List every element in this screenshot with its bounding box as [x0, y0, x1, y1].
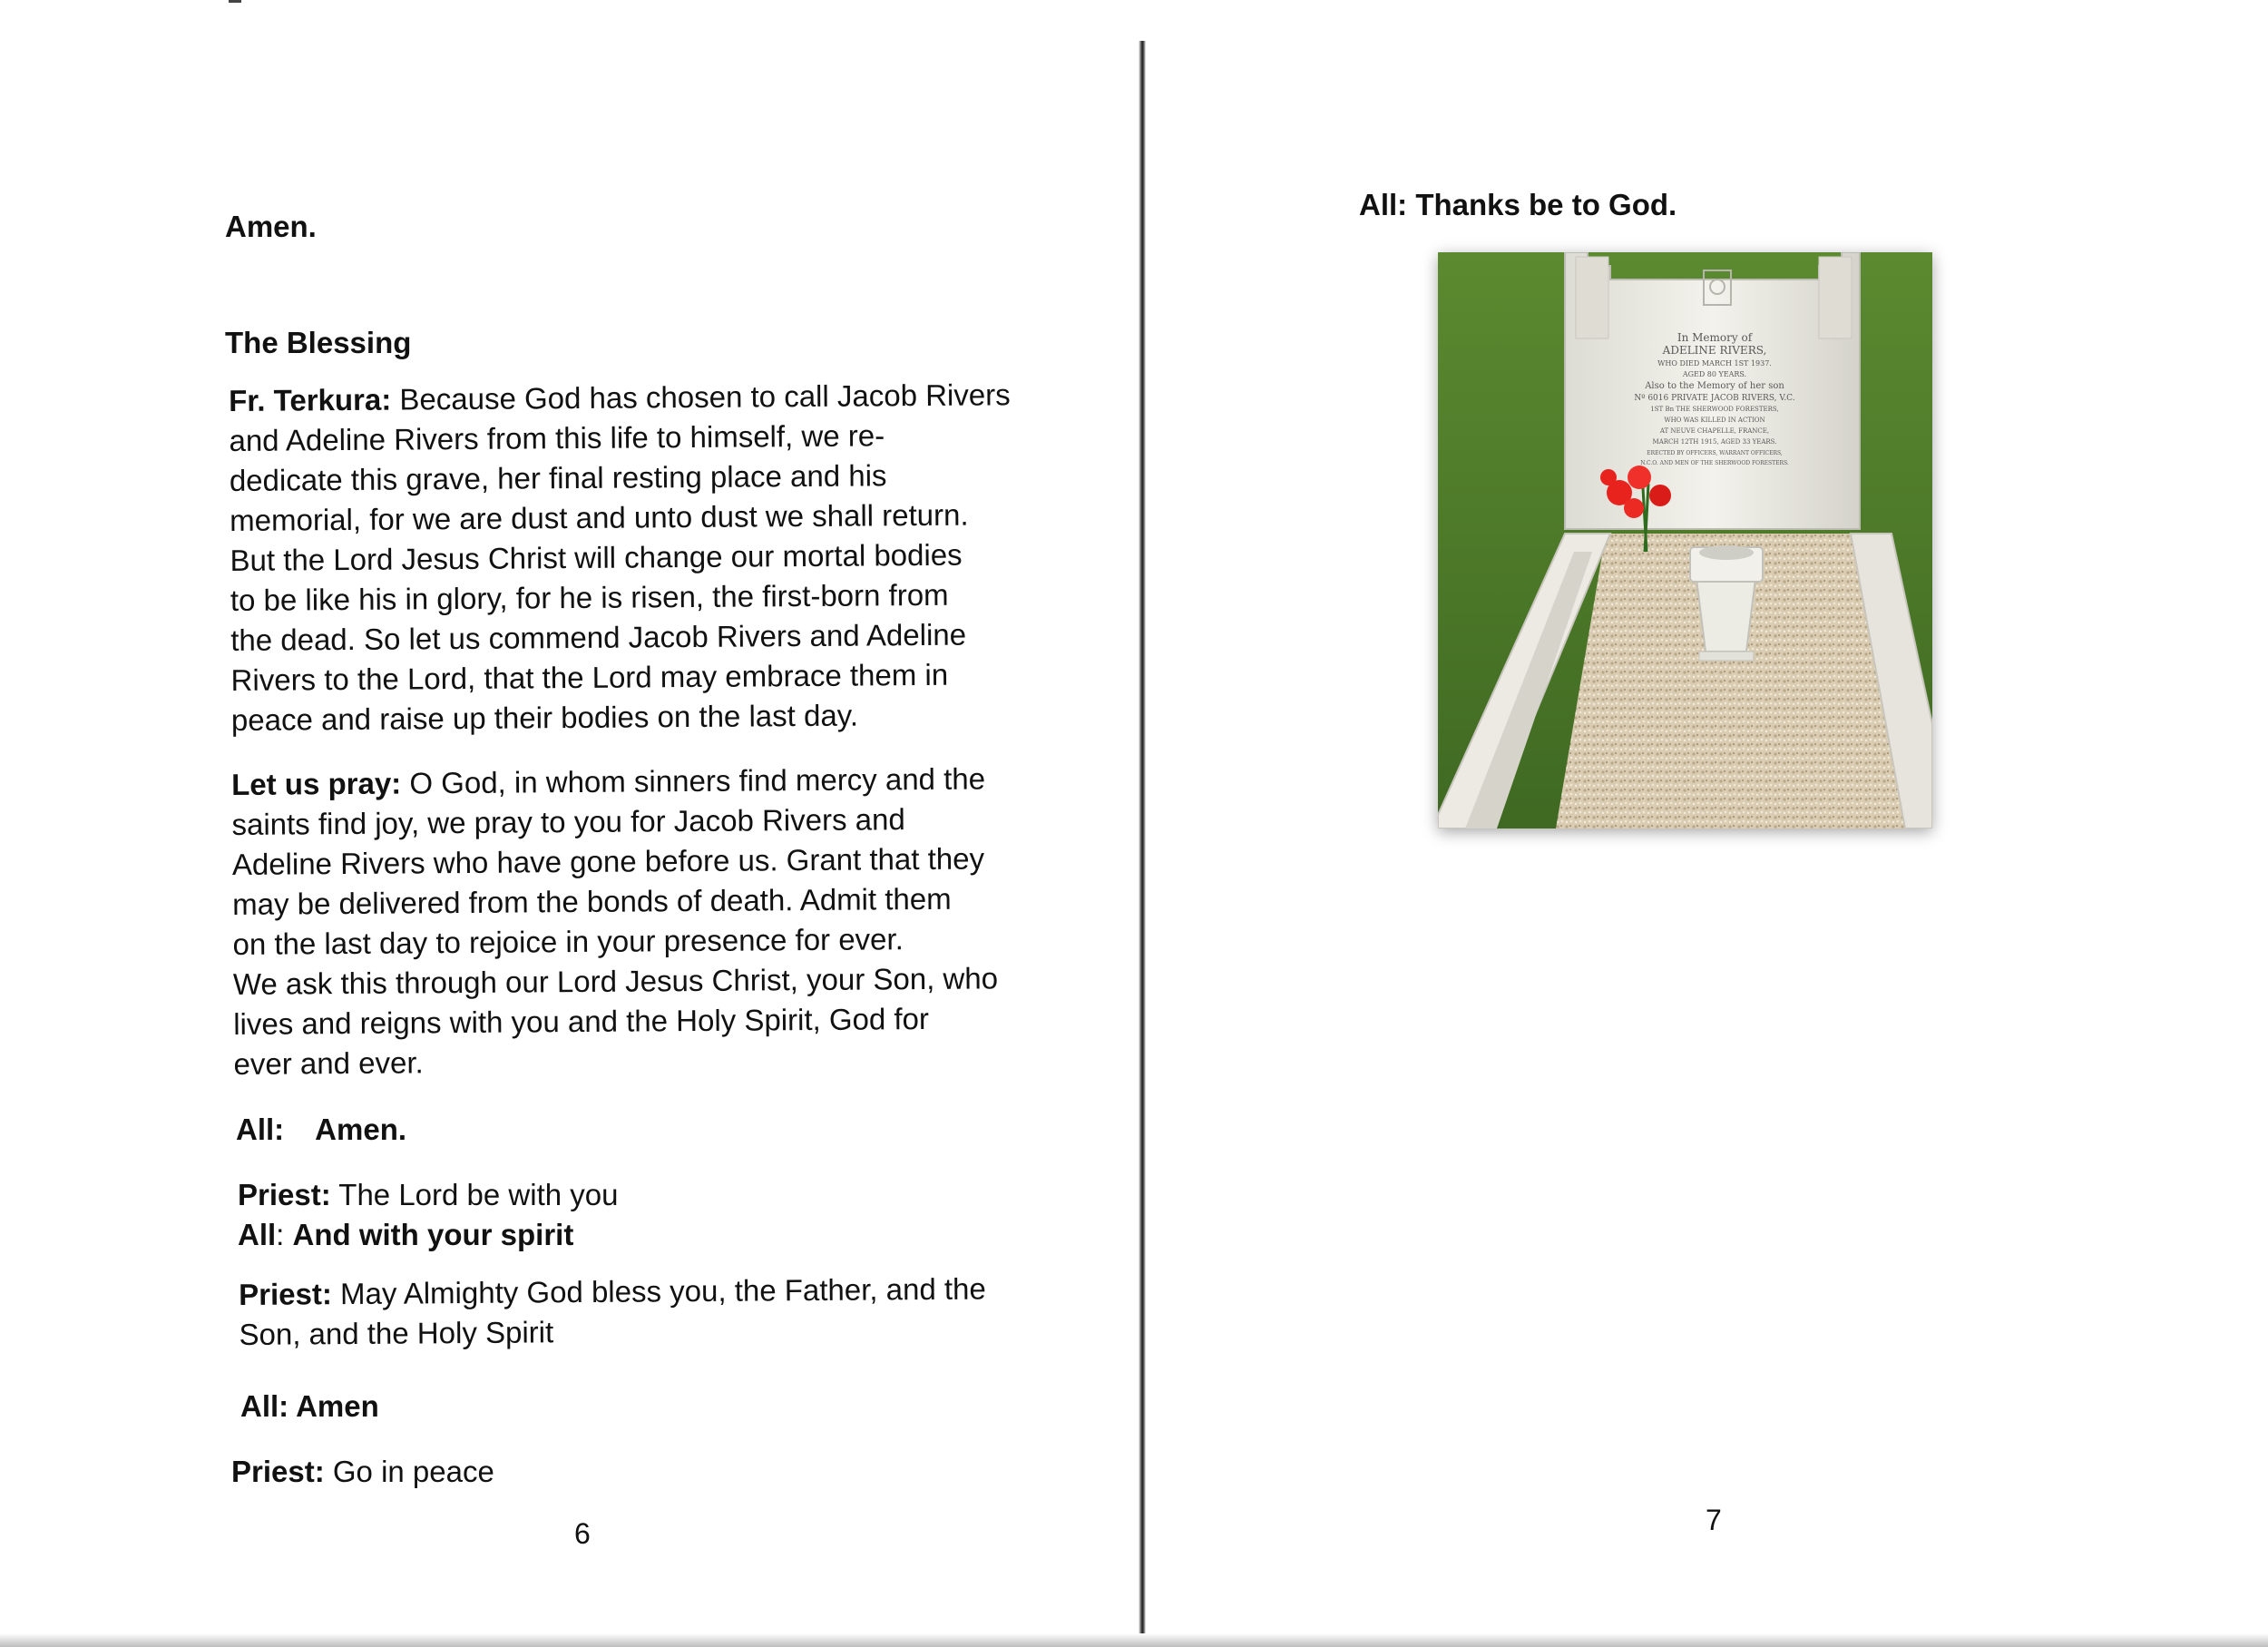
book-spine: [1139, 41, 1146, 1647]
scan-mark: [229, 0, 241, 3]
let-us-pray-paragraph: [231, 759, 999, 1084]
speaker-label: All:: [236, 1113, 285, 1146]
headstone-line: WHO DIED MARCH 1ST 1937.: [1657, 359, 1772, 368]
speaker-label: Priest:: [231, 1455, 325, 1488]
paragraph-line: Adeline Rivers who have gone before us. Grant that they: [231, 841, 985, 881]
headstone-line: AGED 80 YEARS.: [1682, 370, 1747, 378]
paragraph-line: the dead. So let us commend Jacob Rivers and Adeline: [230, 617, 967, 657]
priest-greeting: [238, 1175, 618, 1215]
headstone-line: In Memory of: [1677, 331, 1753, 344]
thanks-response: All: Thanks be to God.: [1359, 188, 1677, 221]
paragraph-line: peace and raise up their bodies on the last day.: [230, 698, 859, 737]
speaker-label: Priest:: [239, 1277, 333, 1311]
headstone-line: WHO WAS KILLED IN ACTION: [1664, 417, 1765, 424]
paragraph-line: saints find joy, we pray to you for Jacob Rivers and: [231, 802, 905, 841]
page-number-left: 6: [574, 1517, 591, 1550]
paragraph-line: Because God has chosen to call Jacob Rivers: [399, 377, 1011, 417]
headstone-line: Also to the Memory of her son: [1645, 381, 1784, 391]
blessing-line: Son, and the Holy Spirit: [239, 1315, 554, 1351]
grave-photo: [1438, 252, 1932, 828]
headstone-line: AT NEUVE CHAPELLE, FRANCE,: [1659, 427, 1770, 435]
paragraph-line: But the Lord Jesus Christ will change our mortal bodies: [230, 537, 963, 577]
paragraph-line: on the last day to rejoice in your presence for ever.: [232, 922, 904, 961]
amen-line: Amen.: [225, 210, 317, 243]
response-text: Amen.: [315, 1113, 407, 1146]
page-bottom-edge: [0, 1633, 2268, 1647]
paragraph-line: to be like his in glory, for he is risen, the first-born from: [230, 577, 949, 617]
grave-photo-icon: [1438, 252, 1932, 828]
all-spirit-response: [238, 1215, 573, 1255]
paragraph-line: may be delivered from the bonds of death. Admit them: [232, 881, 952, 921]
speaker-label: All: [238, 1218, 277, 1251]
paragraph-line: O God, in whom sinners find mercy and the: [409, 761, 986, 800]
paragraph-line: memorial, for we are dust and unto dust we shall return.: [230, 497, 969, 537]
paragraph-line: lives and reigns with you and the Holy Spirit, God for: [233, 1001, 930, 1041]
paragraph-line: We ask this through our Lord Jesus Christ, your Son, who: [232, 961, 999, 1001]
colon: :: [276, 1218, 285, 1251]
blessing-heading: The Blessing: [225, 326, 412, 359]
all-amen-final: All: Amen: [240, 1389, 379, 1423]
paragraph-line: and Adeline Rivers from this life to himself, we re-: [229, 418, 885, 457]
blessing-line: May Almighty God bless you, the Father, and the: [339, 1271, 986, 1311]
priest-blessing: [239, 1270, 986, 1355]
priest-dismissal: [231, 1452, 494, 1492]
paragraph-line: ever and ever.: [233, 1045, 424, 1081]
headstone-line: ADELINE RIVERS,: [1662, 344, 1767, 357]
dismissal-text: Go in peace: [332, 1455, 494, 1488]
headstone-line: N.C.O. AND MEN OF THE SHERWOOD FORESTERS.: [1640, 460, 1789, 466]
speaker-label: Fr. Terkura:: [229, 382, 392, 417]
speaker-label: Let us pray:: [231, 766, 402, 801]
all-amen-response: [236, 1110, 406, 1150]
page-number-right: 7: [1706, 1504, 1722, 1536]
headstone-line: ERECTED BY OFFICERS, WARRANT OFFICERS,: [1647, 450, 1783, 456]
headstone-line: 1ST Bn THE SHERWOOD FORESTERS,: [1650, 406, 1779, 413]
greeting-text: The Lord be with you: [338, 1178, 619, 1211]
paragraph-line: Rivers to the Lord, that the Lord may embrace them in: [230, 657, 949, 697]
fr-terkura-paragraph: [229, 375, 1013, 740]
response-text: And with your spirit: [292, 1218, 574, 1251]
speaker-label: Priest:: [238, 1178, 331, 1211]
headstone-line: MARCH 12TH 1915, AGED 33 YEARS.: [1652, 438, 1777, 446]
paragraph-line: dedicate this grave, her final resting place and his: [229, 458, 887, 497]
headstone-line: Nº 6016 PRIVATE JACOB RIVERS, V.C.: [1634, 394, 1795, 403]
